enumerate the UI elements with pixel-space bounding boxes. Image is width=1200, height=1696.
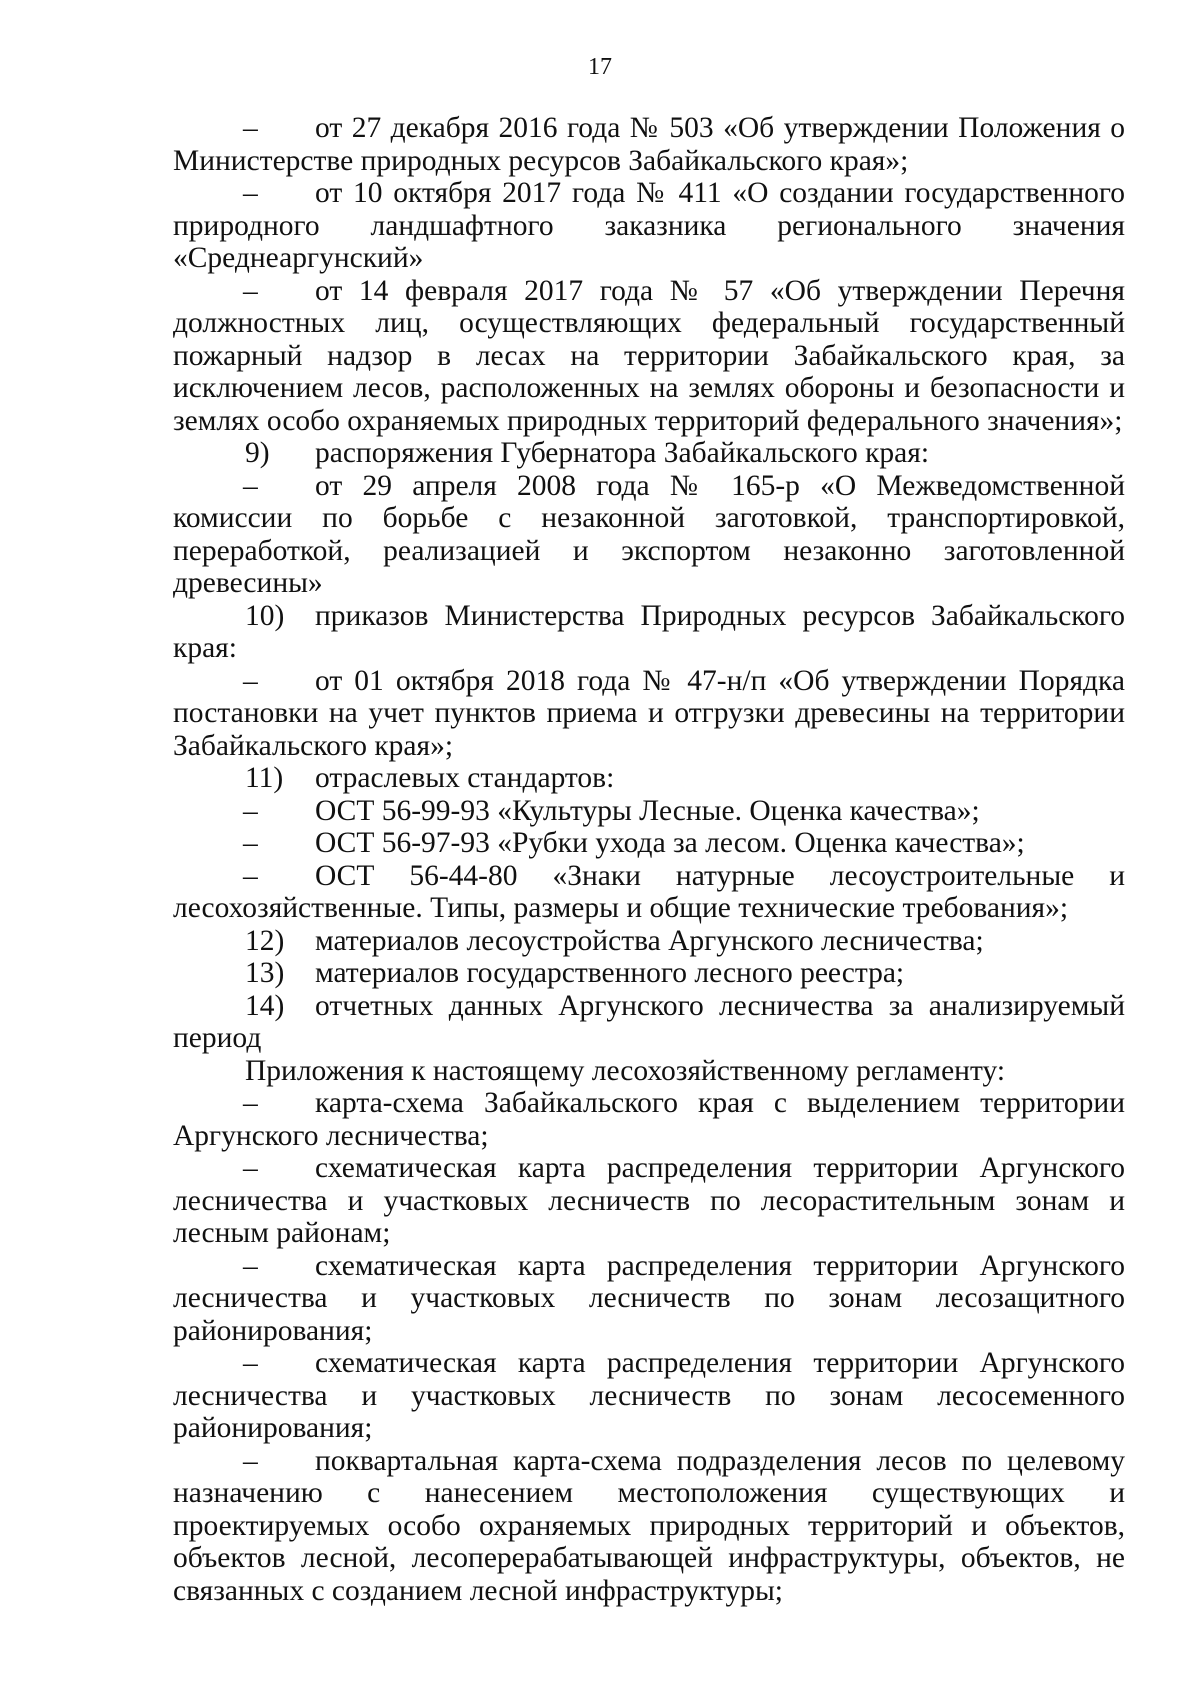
dash-item: – схематическая карта распределения территории Аргунского лесничества и участковых лесничеств по зонам лесосеменного районирования; xyxy=(173,1347,1125,1444)
numbered-item xyxy=(173,762,1125,795)
item-text: ОСТ 56-44-80 «Знаки натурные лесоустроительные и лесохозяйственные. Типы, размеры и общие технические требования»; xyxy=(173,859,1125,924)
numbered-item xyxy=(173,437,1125,470)
dash-item: – от 01 октября 2018 года № 47-н/п «Об утверждении Порядка постановки на учет пунктов приема и отгрузки древесины на территории Забайкальского края»; xyxy=(173,664,1125,762)
item-text: ОСТ 56-97-93 «Рубки ухода за лесом. Оценка качества»; xyxy=(315,827,1025,859)
item-text: от 01 октября 2018 года № 47-н/п «Об утверждении Порядка постановки на учет пунктов приема и отгрузки древесины на территории Забайкальского края»; xyxy=(173,664,1125,762)
dash-item: – поквартальная карта-схема подразделения лесов по целевому назначению с нанесением местоположения существующих и проектируемых особо охраняемых природных территорий и объектов, объектов лесной, лесоперерабатывающей инфраструктуры, объектов, не связанных с созданием лесной инфраструктуры; xyxy=(173,1444,1125,1607)
dash-item: – от 27 декабря 2016 года № 503 «Об утверждении Положения о Министерстве природных ресурсов Забайкальского края»; xyxy=(173,112,1125,177)
item-text: отчетных данных Аргунского лесничества за анализируемый период xyxy=(173,989,1125,1054)
item-text: приказов Министерства Природных ресурсов Забайкальского края: xyxy=(173,599,1125,664)
dash-item: – ОСТ 56-44-80 «Знаки натурные лесоустроительные и лесохозяйственные. Типы, размеры и общие технические требования»; xyxy=(173,859,1125,924)
dash-item: – ОСТ 56-99-93 «Культуры Лесные. Оценка качества»; xyxy=(243,794,980,827)
item-number: 9) xyxy=(245,437,270,469)
numbered-item xyxy=(173,990,1125,1055)
item-number: 10) xyxy=(245,599,285,632)
item-text: материалов лесоустройства Аргунского лесничества; xyxy=(315,924,984,957)
dash-item: – от 29 апреля 2008 года № 165-р «О Межведомственной комиссии по борьбе с незаконной заготовкой, транспортировкой, переработкой, реализацией и экспортом незаконно заготовленной древесины» xyxy=(173,469,1125,599)
item-text: ОСТ 56-99-93 «Культуры Лесные. Оценка качества»; xyxy=(315,794,980,827)
item-text: от 10 октября 2017 года № 411 «О создании государственного природного ландшафтного заказника регионального значения «Среднеаргунский» xyxy=(173,177,1125,274)
document-body xyxy=(173,112,1125,1607)
numbered-item xyxy=(173,925,1125,958)
body-paragraph: Приложения к настоящему лесохозяйственному регламенту: xyxy=(245,1054,1006,1087)
dash-item: – схематическая карта распределения территории Аргунского лесничества и участковых лесничеств по зонам лесозащитного районирования; xyxy=(173,1249,1125,1347)
page-number: 17 xyxy=(588,54,612,80)
item-text: поквартальная карта-схема подразделения лесов по целевому назначению с нанесением местоположения существующих и проектируемых особо охраняемых природных территорий и объектов, объектов лесной, лесоперерабатывающей инфраструктуры, объектов, не связанных с созданием лесной инфраструктуры; xyxy=(173,1444,1125,1607)
item-text: схематическая карта распределения территории Аргунского лесничества и участковых лесничеств по зонам лесосеменного районирования; xyxy=(173,1347,1125,1444)
item-text: схематическая карта распределения территории Аргунского лесничества и участковых лесничеств по зонам лесозащитного районирования; xyxy=(173,1249,1125,1347)
item-number: 13) xyxy=(245,957,285,989)
item-text: распоряжения Губернатора Забайкальского края: xyxy=(315,437,930,469)
item-text: материалов государственного лесного реестра; xyxy=(315,957,905,989)
dash-item: – от 14 февраля 2017 года № 57 «Об утверждении Перечня должностных лиц, осуществляющих федеральный государственный пожарный надзор в лесах на территории Забайкальского края, за исключением лесов, расположенных на землях обороны и безопасности и землях особо охраняемых природных территорий федерального значения»; xyxy=(173,274,1125,437)
item-number: 11) xyxy=(245,762,284,794)
item-number: 14) xyxy=(245,989,285,1022)
item-number: 12) xyxy=(245,924,285,957)
dash-item: – ОСТ 56-97-93 «Рубки ухода за лесом. Оценка качества»; xyxy=(243,827,1025,859)
item-text: отраслевых стандартов: xyxy=(315,762,615,794)
dash-item: – схематическая карта распределения территории Аргунского лесничества и участковых лесничеств по лесорастительным зонам и лесным районам; xyxy=(173,1152,1125,1249)
numbered-item xyxy=(173,957,1125,990)
item-text: от 29 апреля 2008 года № 165-р «О Межведомственной комиссии по борьбе с незаконной заготовкой, транспортировкой, переработкой, реализацией и экспортом незаконно заготовленной древесины» xyxy=(173,469,1125,599)
dash-item: – от 10 октября 2017 года № 411 «О создании государственного природного ландшафтного заказника регионального значения «Среднеаргунский» xyxy=(173,177,1125,274)
item-text: от 27 декабря 2016 года № 503 «Об утверждении Положения о Министерстве природных ресурсов Забайкальского края»; xyxy=(173,112,1125,177)
dash-item: – карта-схема Забайкальского края с выделением территории Аргунского лесничества; xyxy=(173,1087,1125,1152)
item-text: от 14 февраля 2017 года № 57 «Об утверждении Перечня должностных лиц, осуществляющих федеральный государственный пожарный надзор в лесах на территории Забайкальского края, за исключением лесов, расположенных на землях обороны и безопасности и землях особо охраняемых природных территорий федерального значения»; xyxy=(173,274,1125,437)
numbered-item xyxy=(173,600,1125,665)
item-text: схематическая карта распределения территории Аргунского лесничества и участковых лесничеств по лесорастительным зонам и лесным районам; xyxy=(173,1152,1125,1249)
item-text: карта-схема Забайкальского края с выделением территории Аргунского лесничества; xyxy=(173,1087,1125,1152)
